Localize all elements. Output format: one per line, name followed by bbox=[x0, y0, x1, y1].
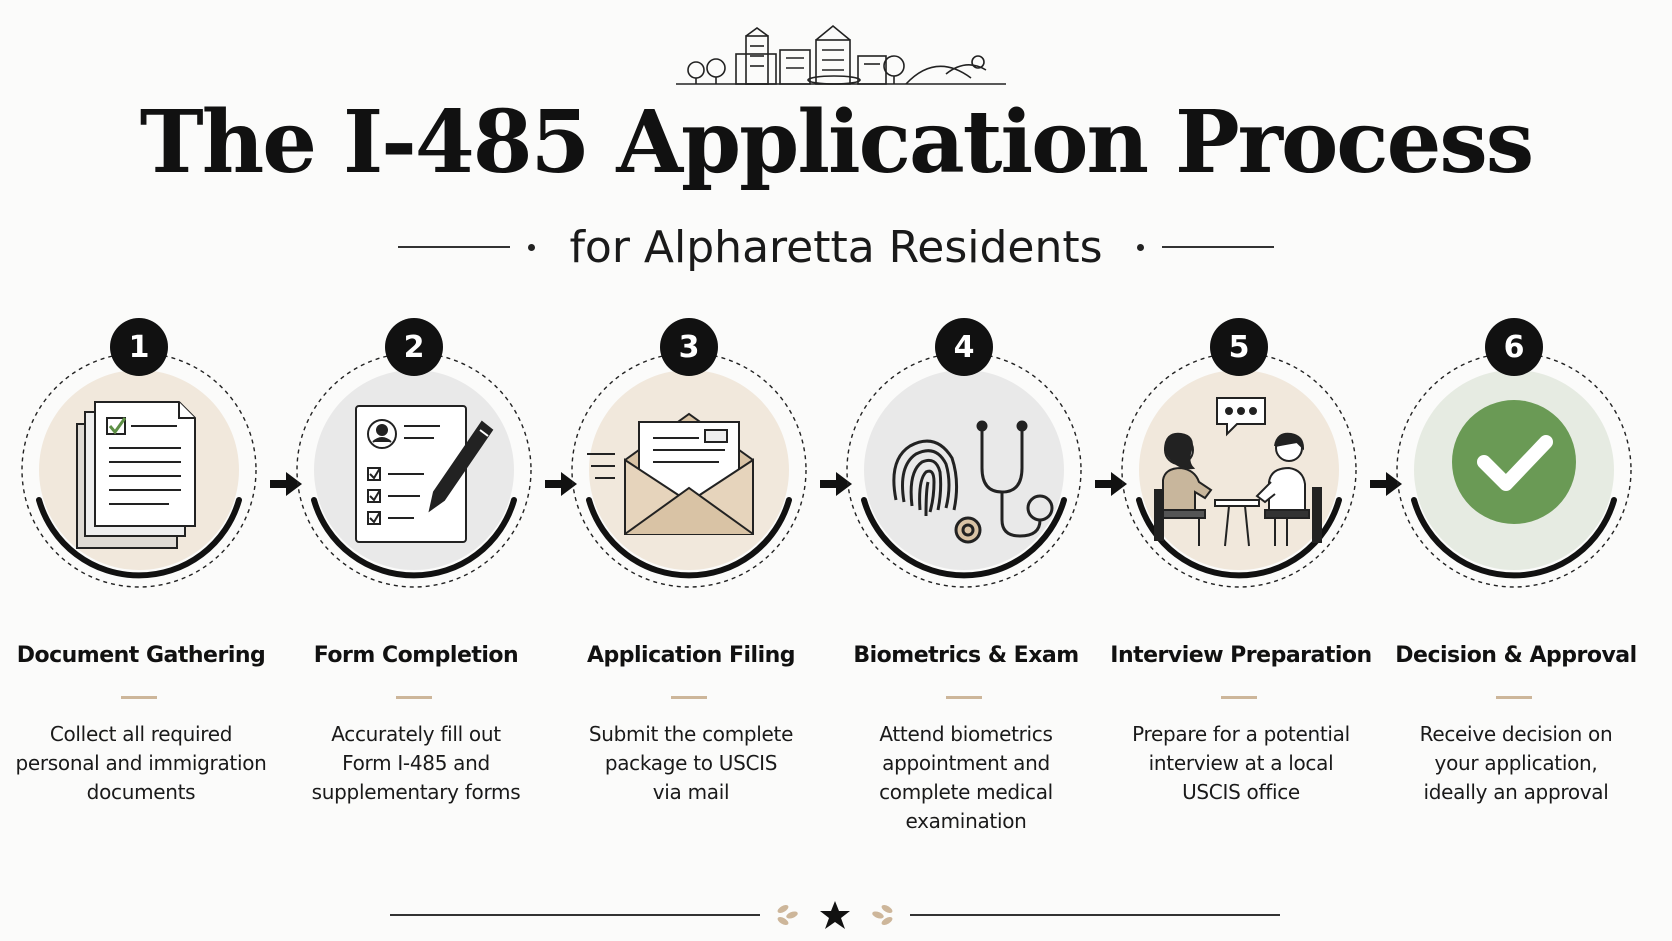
step-description: Attend biometrics appointment and complete medical examination bbox=[879, 722, 1053, 833]
green-checkmark-icon bbox=[1452, 400, 1576, 524]
star-with-laurels-icon bbox=[776, 901, 893, 929]
step-ring bbox=[569, 350, 809, 590]
step-interview-preparation bbox=[1110, 318, 1372, 838]
step-document-gathering bbox=[16, 318, 266, 838]
step-title: Biometrics & Exam bbox=[853, 643, 1079, 668]
step-divider bbox=[396, 696, 432, 699]
subtitle-line-left bbox=[398, 246, 510, 248]
step-divider bbox=[1221, 696, 1257, 699]
page-title: The I-485 Application Process bbox=[139, 92, 1533, 193]
step-number-badge: 3 bbox=[660, 318, 718, 376]
subtitle-dot-right bbox=[1137, 244, 1144, 251]
city-skyline-illustration bbox=[676, 22, 1006, 92]
step-ring bbox=[1119, 350, 1359, 590]
step-divider bbox=[121, 696, 157, 699]
step-biometrics-exam bbox=[841, 318, 1091, 838]
documents-checklist-icon bbox=[77, 402, 195, 548]
step-description: Submit the complete package to USCIS via mail bbox=[588, 722, 794, 804]
subtitle-dot-left bbox=[528, 244, 535, 251]
step-description: Collect all required personal and immigration documents bbox=[15, 722, 267, 804]
step-description: Accurately fill out Form I-485 and supplementary forms bbox=[311, 722, 521, 804]
step-number-badge: 2 bbox=[385, 318, 443, 376]
footer-ornament bbox=[390, 895, 1280, 935]
step-title: Document Gathering bbox=[16, 643, 266, 668]
subtitle-row bbox=[0, 222, 1672, 272]
step-divider bbox=[946, 696, 982, 699]
step-description: Prepare for a potential interview at a local USCIS office bbox=[1132, 722, 1350, 804]
step-number-badge: 6 bbox=[1485, 318, 1543, 376]
step-description: Receive decision on your application, ideally an approval bbox=[1419, 722, 1613, 804]
step-ring bbox=[844, 350, 1084, 590]
step-ring bbox=[1394, 350, 1634, 590]
step-form-completion bbox=[291, 318, 541, 838]
step-divider bbox=[671, 696, 707, 699]
step-application-filing bbox=[566, 318, 816, 838]
step-title: Decision & Approval bbox=[1395, 643, 1637, 668]
step-decision-approval bbox=[1391, 318, 1641, 838]
step-title: Application Filing bbox=[586, 643, 796, 668]
step-number-badge: 4 bbox=[935, 318, 993, 376]
step-number-badge: 1 bbox=[110, 318, 168, 376]
step-number-badge: 5 bbox=[1210, 318, 1268, 376]
step-title: Form Completion bbox=[313, 643, 519, 668]
step-ring bbox=[19, 350, 259, 590]
step-title: Interview Preparation bbox=[1110, 643, 1372, 668]
step-ring bbox=[294, 350, 534, 590]
subtitle-line-right bbox=[1162, 246, 1274, 248]
step-divider bbox=[1496, 696, 1532, 699]
page-subtitle: for Alpharetta Residents bbox=[569, 221, 1103, 273]
